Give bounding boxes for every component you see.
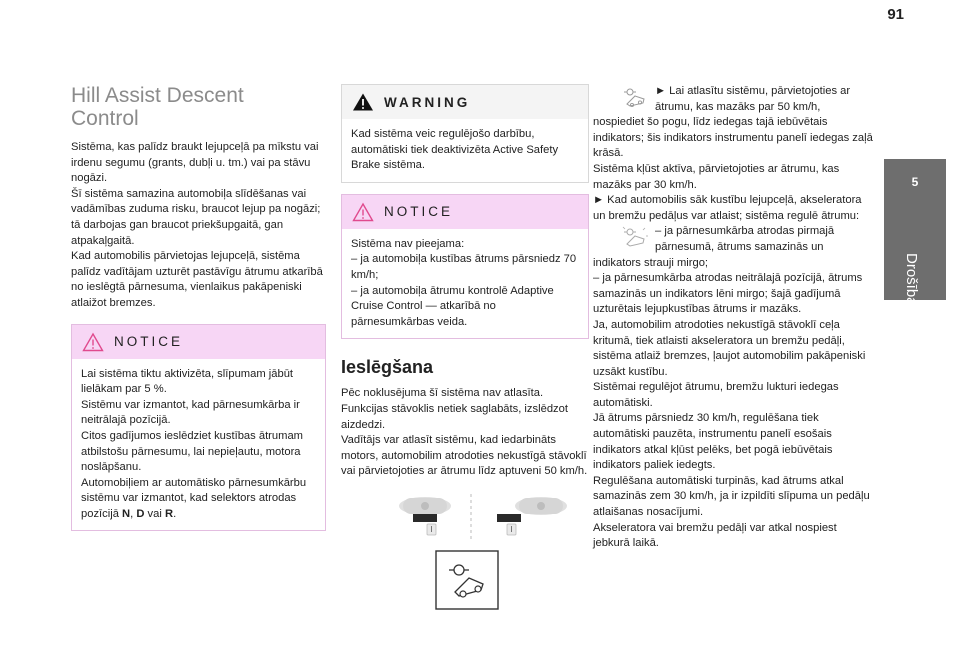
column-2 [341,84,589,610]
warning-header [342,85,588,119]
chapter-number: 5 [911,175,919,189]
activation-text: Pēc noklusējuma šī sistēma nav atlasīta. Funkcijas stāvoklis netiek saglabāts, izslēdzot aizdedzi. Vadītājs var atlasīt sistēmu, kad iedarbināts motors, automobilim atrodoties nekustīgā stāvoklī vai pārvietojoties ar ātrumu līdz aptuveni 50 km/h. [341,387,588,478]
hill-descent-flashing-icon [621,226,649,248]
notice-body [72,359,325,531]
warning-triangle-icon [352,92,374,112]
notice-title: NOTICE [114,334,184,350]
gear-n: N [122,507,131,520]
notice-text: Lai sistēma tiktu aktivizēta, slīpumam jābūt lielākam par 5 %. Sistēmu var izmantot, kad pārnesumkārba ir neitrālajā pozīcijā. Citos gadījumos ieslēdziet kustības ātrumam atbilstošu pārnesumu, lai nepieļautu, motora noslāpšanu. Automobiļiem ar automātisko pārnesumkārbu sistēmu var izmantot, kad selektors atrodas pozīcijā N, D vai R. [81,367,307,520]
warning-text: Kad sistēma veic regulējošo darbību, automātiski tiek deaktivizēta Active Safety Brake sistēma. [351,128,559,172]
section-heading: Ieslēgšana [341,357,434,378]
page-number: 91 [887,6,904,23]
para1-indented: ► Lai atlasītu sistēmu, pārvietojoties ar ātrumu, kas mazāks par 50 km/h, [655,85,851,113]
chapter-label: Drošība [903,253,920,306]
warning-title: WARNING [384,94,471,110]
intro-text: Sistēma, kas palīdz braukt lejupceļā pa mīkstu vai irdenu segumu (grants, dubļi u. tm.) vai pa stāvu nogāzi. Šī sistēma samazina automobiļa slīdēšanas vai vadāmības zuduma risku, braucot lejup pa nogāzi; tā darbojas gan braucot priekšupgaitā, gan atpakaļgaitā. Kad automobilis pārvietojas lejupceļā, sistēma palīdz vadītājam uzturēt pastāvīgu ātrumu atkarībā no ieslēgtā pārnesuma, vienlaikus pakāpeniski atlaižot bremzes. [71,141,323,309]
notice-box [71,324,326,532]
para2-text: indikators strauji mirgo; – ja pārnesumkārba atrodas neitrālajā pozīcijā, ātrums samazinās un indikators lēni mirgo; šajā gadījumā uzturētais lejupkustības ātrums ir mazāks. Ja, automobilim atrodoties nekustīgā stāvoklī ceļa kritumā, tiek atlaisti akseleratora un bremžu pedāļi, sistēma atlaiž bremzes, ļaujot automobilim pakāpeniski uzsākt kustību. Sistēmai regulējot ātrumu, bremžu lukturi iedegas automātiski. Jā ātrums pārsniedz 30 km/h, regulēšana tiek automātiski pauzēta, instrumentu panelī esošais indikators atkal kļūst pelēks, bet pogā iebūvētais indikators paliek iedegts. Regulēšana automātiski turpinās, kad ātrums atkal samazinās zem 30 km/h, ja ir izpildīti slīpuma un pedāļu atlaišanas nosacījumi. Akseleratora vai bremžu pedāļi var atkal nospiest jebkurā laikā. [593,256,870,550]
gear-d: D [136,507,145,520]
warning-triangle-icon [352,202,374,222]
notice-body-2 [342,229,588,339]
column-1 [71,84,326,531]
warning-triangle-icon [82,332,104,352]
warning-body [342,119,588,182]
para-block-2 [593,224,873,255]
steering-wheel-controls-icon [393,494,583,542]
section-title: Hill Assist Descent Control [71,84,244,130]
notice-header-2 [342,195,588,229]
column-3 [593,84,873,552]
para2-indented: – ja pārnesumkārba atrodas pirmajā pārnesumā, ātrums samazinās un [655,225,835,253]
gear-r: R [164,507,174,520]
para1-text: nospiediet šo pogu, līdz iedegas tajā iebūvētais indikators; šis indikators instrumentu panelī iedegas zaļā krāsā. Sistēma kļūst aktīva, pārvietojoties ar ātrumu, kas mazāks par 30 km/h. ► Kad automobilis sāk kustību lejupceļā, akseleratora un bremžu pedāļus var atlaist; sistēma regulē ātrumu: [593,116,873,222]
notice-title-2: NOTICE [384,204,454,220]
hill-descent-icon [621,86,649,108]
warning-box [341,84,589,183]
notice-box-2 [341,194,589,340]
para-block-1 [593,84,873,115]
chapter-tab[interactable] [884,159,946,306]
notice-header [72,325,325,359]
notice-text-2: Sistēma nav pieejama: – ja automobiļa kustības ātrums pārsniedz 70 km/h; – ja automobiļa ātrumu kontrolē Adaptive Cruise Control — atkarībā no pārnesumkārbas veida. [351,237,577,328]
hill-descent-button-icon [435,550,499,610]
figures [341,480,589,610]
